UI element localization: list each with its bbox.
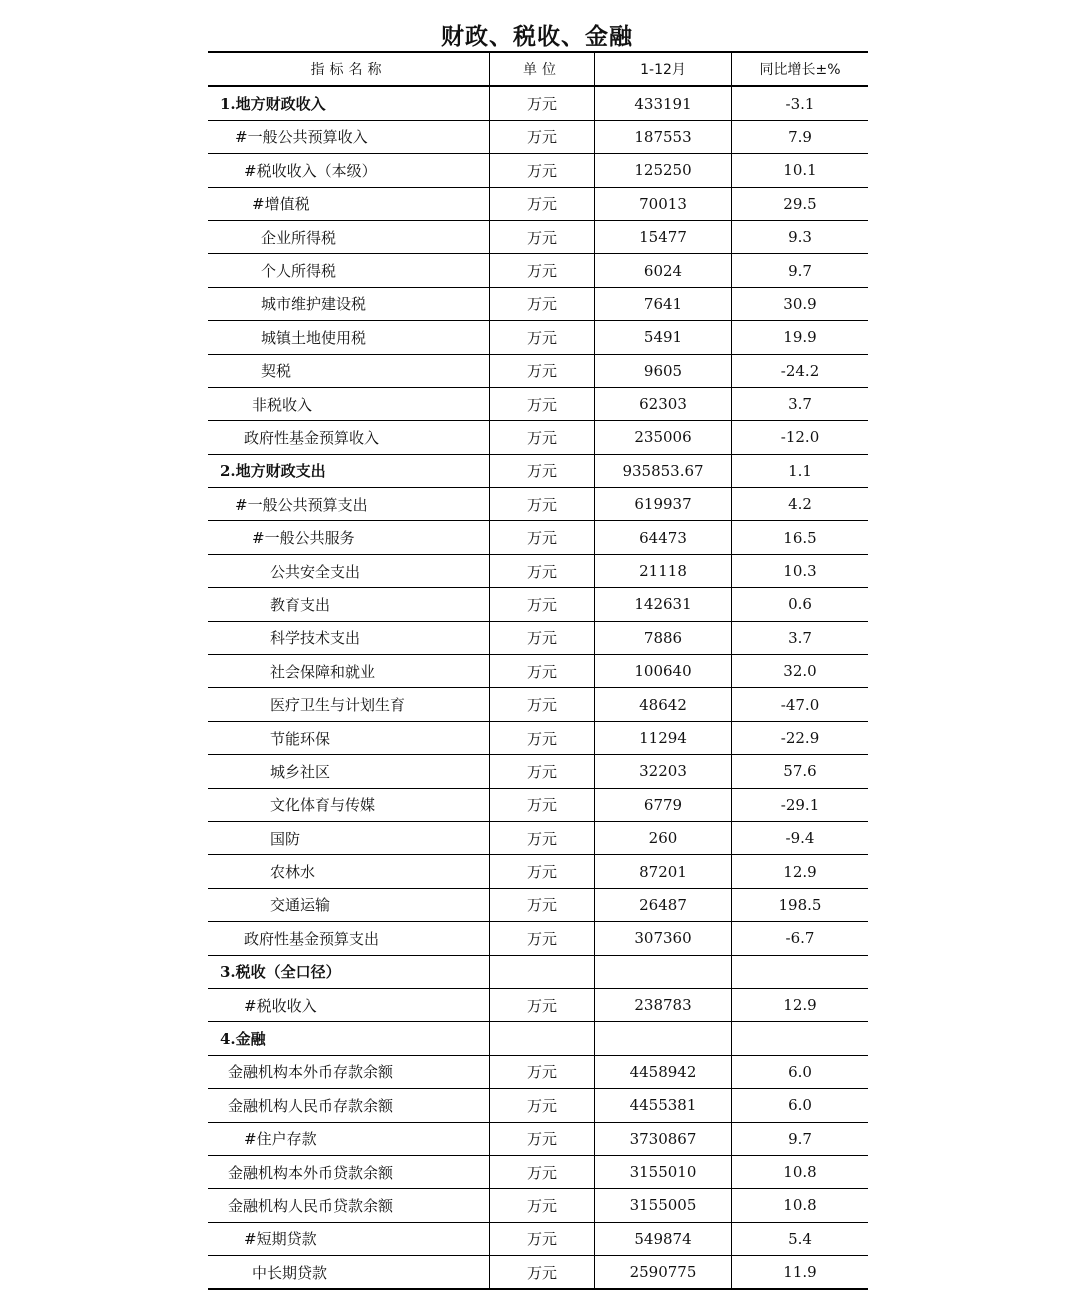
row-name-cell: 科学技术支出 — [208, 621, 490, 654]
row-change-cell: 30.9 — [732, 287, 869, 320]
row-name-cell: 农林水 — [208, 855, 490, 888]
row-unit-cell: 万元 — [490, 1055, 595, 1088]
table-row — [208, 187, 868, 220]
row-change-cell: -3.1 — [732, 86, 869, 120]
row-unit-cell: 万元 — [490, 1155, 595, 1188]
row-value-cell: 433191 — [595, 86, 732, 120]
row-name-cell: 教育支出 — [208, 588, 490, 621]
row-change-cell: 9.7 — [732, 254, 869, 287]
table-row — [208, 655, 868, 688]
row-unit-cell: 万元 — [490, 621, 595, 654]
row-name-cell: 公共安全支出 — [208, 554, 490, 587]
row-unit-cell: 万元 — [490, 1089, 595, 1122]
row-change-cell: -47.0 — [732, 688, 869, 721]
column-header-name: 指标名称 — [208, 52, 490, 86]
row-value-cell: 9605 — [595, 354, 732, 387]
row-value-cell: 11294 — [595, 721, 732, 754]
row-change-cell: 16.5 — [732, 521, 869, 554]
table-row — [208, 287, 868, 320]
row-unit-cell: 万元 — [490, 688, 595, 721]
row-value-cell: 21118 — [595, 554, 732, 587]
row-name-cell: #税收收入（本级） — [208, 154, 490, 187]
row-value-cell — [595, 1022, 732, 1055]
row-unit-cell: 万元 — [490, 888, 595, 921]
table-row — [208, 588, 868, 621]
table-row — [208, 721, 868, 754]
row-unit-cell: 万元 — [490, 821, 595, 854]
row-value-cell: 549874 — [595, 1222, 732, 1255]
row-name-cell: 国防 — [208, 821, 490, 854]
row-change-cell: 9.3 — [732, 220, 869, 253]
row-unit-cell: 万元 — [490, 454, 595, 487]
row-name-cell: 文化体育与传媒 — [208, 788, 490, 821]
row-change-cell: 12.9 — [732, 855, 869, 888]
table-row — [208, 554, 868, 587]
row-name-cell: 金融机构本外币存款余额 — [208, 1055, 490, 1088]
row-name-cell: 金融机构人民币贷款余额 — [208, 1189, 490, 1222]
row-name-cell: #税收收入 — [208, 988, 490, 1021]
row-name-cell: 节能环保 — [208, 721, 490, 754]
row-change-cell: 3.7 — [732, 621, 869, 654]
table-row — [208, 1089, 868, 1122]
table-row — [208, 421, 868, 454]
row-unit-cell — [490, 1022, 595, 1055]
table-row — [208, 321, 868, 354]
row-value-cell: 7886 — [595, 621, 732, 654]
table-row — [208, 1189, 868, 1222]
row-value-cell: 7641 — [595, 287, 732, 320]
table-row — [208, 755, 868, 788]
row-unit-cell: 万元 — [490, 855, 595, 888]
statistics-table — [208, 51, 868, 1290]
row-change-cell: 7.9 — [732, 120, 869, 153]
table-row — [208, 955, 868, 988]
row-unit-cell: 万元 — [490, 755, 595, 788]
row-value-cell: 307360 — [595, 922, 732, 955]
row-name-cell: #一般公共服务 — [208, 521, 490, 554]
row-value-cell — [595, 955, 732, 988]
column-header-unit: 单位 — [490, 52, 595, 86]
row-value-cell: 6024 — [595, 254, 732, 287]
row-name-cell: #住户存款 — [208, 1122, 490, 1155]
row-value-cell: 64473 — [595, 521, 732, 554]
row-change-cell: 10.8 — [732, 1155, 869, 1188]
row-value-cell: 3155005 — [595, 1189, 732, 1222]
row-change-cell: 6.0 — [732, 1055, 869, 1088]
row-name-cell: 城乡社区 — [208, 755, 490, 788]
row-unit-cell: 万元 — [490, 588, 595, 621]
table-row — [208, 488, 868, 521]
row-change-cell — [732, 1022, 869, 1055]
row-unit-cell: 万元 — [490, 154, 595, 187]
row-change-cell: 10.1 — [732, 154, 869, 187]
table-row — [208, 855, 868, 888]
row-value-cell: 238783 — [595, 988, 732, 1021]
table-row — [208, 788, 868, 821]
row-unit-cell: 万元 — [490, 788, 595, 821]
row-name-cell: 个人所得税 — [208, 254, 490, 287]
row-unit-cell: 万元 — [490, 287, 595, 320]
row-name-cell: 2.地方财政支出 — [208, 454, 490, 487]
row-change-cell: -9.4 — [732, 821, 869, 854]
row-unit-cell: 万元 — [490, 988, 595, 1021]
row-name-cell: 企业所得税 — [208, 220, 490, 253]
row-value-cell: 3155010 — [595, 1155, 732, 1188]
table-row — [208, 821, 868, 854]
row-value-cell: 3730867 — [595, 1122, 732, 1155]
row-value-cell: 125250 — [595, 154, 732, 187]
row-name-cell: 1.地方财政收入 — [208, 86, 490, 120]
row-change-cell: 0.6 — [732, 588, 869, 621]
row-unit-cell: 万元 — [490, 1256, 595, 1290]
table-row — [208, 220, 868, 253]
row-name-cell: 医疗卫生与计划生育 — [208, 688, 490, 721]
row-value-cell: 260 — [595, 821, 732, 854]
row-unit-cell: 万元 — [490, 655, 595, 688]
row-change-cell — [732, 955, 869, 988]
row-unit-cell: 万元 — [490, 354, 595, 387]
table-row — [208, 1256, 868, 1290]
row-change-cell: 57.6 — [732, 755, 869, 788]
table-row — [208, 922, 868, 955]
row-name-cell: 社会保障和就业 — [208, 655, 490, 688]
column-header-value: 1-12月 — [595, 52, 732, 86]
row-value-cell: 4458942 — [595, 1055, 732, 1088]
table-row — [208, 1122, 868, 1155]
row-name-cell: 4.金融 — [208, 1022, 490, 1055]
row-unit-cell — [490, 955, 595, 988]
row-name-cell: #一般公共预算收入 — [208, 120, 490, 153]
row-unit-cell: 万元 — [490, 1222, 595, 1255]
row-value-cell: 15477 — [595, 220, 732, 253]
row-name-cell: 政府性基金预算支出 — [208, 922, 490, 955]
column-header-change: 同比增长±% — [732, 52, 869, 86]
table-row — [208, 888, 868, 921]
table-row — [208, 154, 868, 187]
row-value-cell: 2590775 — [595, 1256, 732, 1290]
row-change-cell: 4.2 — [732, 488, 869, 521]
row-unit-cell: 万元 — [490, 187, 595, 220]
row-change-cell: 5.4 — [732, 1222, 869, 1255]
row-change-cell: 3.7 — [732, 387, 869, 420]
row-name-cell: 交通运输 — [208, 888, 490, 921]
row-value-cell: 48642 — [595, 688, 732, 721]
row-name-cell: #增值税 — [208, 187, 490, 220]
row-change-cell: 10.8 — [732, 1189, 869, 1222]
row-value-cell: 87201 — [595, 855, 732, 888]
row-value-cell: 5491 — [595, 321, 732, 354]
table-row — [208, 688, 868, 721]
row-unit-cell: 万元 — [490, 254, 595, 287]
row-change-cell: 9.7 — [732, 1122, 869, 1155]
row-change-cell: 32.0 — [732, 655, 869, 688]
row-value-cell: 70013 — [595, 187, 732, 220]
row-change-cell: -12.0 — [732, 421, 869, 454]
row-change-cell: 1.1 — [732, 454, 869, 487]
row-unit-cell: 万元 — [490, 721, 595, 754]
row-value-cell: 935853.67 — [595, 454, 732, 487]
row-unit-cell: 万元 — [490, 321, 595, 354]
row-unit-cell: 万元 — [490, 387, 595, 420]
table-row — [208, 1022, 868, 1055]
table-row — [208, 86, 868, 120]
row-unit-cell: 万元 — [490, 220, 595, 253]
row-name-cell: 城市维护建设税 — [208, 287, 490, 320]
row-change-cell: 198.5 — [732, 888, 869, 921]
row-name-cell: 契税 — [208, 354, 490, 387]
table-header-row — [208, 52, 868, 86]
row-unit-cell: 万元 — [490, 421, 595, 454]
row-change-cell: -29.1 — [732, 788, 869, 821]
row-change-cell: -22.9 — [732, 721, 869, 754]
row-change-cell: -24.2 — [732, 354, 869, 387]
row-value-cell: 235006 — [595, 421, 732, 454]
row-change-cell: 10.3 — [732, 554, 869, 587]
row-value-cell: 100640 — [595, 655, 732, 688]
row-name-cell: 金融机构人民币存款余额 — [208, 1089, 490, 1122]
table-row — [208, 387, 868, 420]
page-title: 财政、税收、金融 — [441, 24, 633, 50]
row-value-cell: 6779 — [595, 788, 732, 821]
row-value-cell: 4455381 — [595, 1089, 732, 1122]
row-unit-cell: 万元 — [490, 1189, 595, 1222]
row-unit-cell: 万元 — [490, 1122, 595, 1155]
row-unit-cell: 万元 — [490, 521, 595, 554]
row-unit-cell: 万元 — [490, 922, 595, 955]
table-row — [208, 354, 868, 387]
row-value-cell: 619937 — [595, 488, 732, 521]
row-name-cell: 3.税收（全口径） — [208, 955, 490, 988]
table-body — [208, 86, 868, 1289]
row-unit-cell: 万元 — [490, 488, 595, 521]
table-row — [208, 1222, 868, 1255]
row-unit-cell: 万元 — [490, 120, 595, 153]
row-value-cell: 142631 — [595, 588, 732, 621]
row-name-cell: 非税收入 — [208, 387, 490, 420]
row-value-cell: 26487 — [595, 888, 732, 921]
table-row — [208, 1155, 868, 1188]
table-row — [208, 1055, 868, 1088]
row-name-cell: 城镇土地使用税 — [208, 321, 490, 354]
row-change-cell: 12.9 — [732, 988, 869, 1021]
row-name-cell: 金融机构本外币贷款余额 — [208, 1155, 490, 1188]
row-name-cell: #短期贷款 — [208, 1222, 490, 1255]
row-name-cell: 中长期贷款 — [208, 1256, 490, 1290]
table-row — [208, 120, 868, 153]
table-row — [208, 621, 868, 654]
row-name-cell: 政府性基金预算收入 — [208, 421, 490, 454]
table-row — [208, 521, 868, 554]
row-change-cell: 6.0 — [732, 1089, 869, 1122]
row-value-cell: 187553 — [595, 120, 732, 153]
row-change-cell: 29.5 — [732, 187, 869, 220]
row-unit-cell: 万元 — [490, 86, 595, 120]
row-name-cell: #一般公共预算支出 — [208, 488, 490, 521]
table-row — [208, 988, 868, 1021]
row-change-cell: -6.7 — [732, 922, 869, 955]
row-change-cell: 19.9 — [732, 321, 869, 354]
row-value-cell: 62303 — [595, 387, 732, 420]
row-value-cell: 32203 — [595, 755, 732, 788]
row-change-cell: 11.9 — [732, 1256, 869, 1290]
table-row — [208, 254, 868, 287]
row-unit-cell: 万元 — [490, 554, 595, 587]
table-row — [208, 454, 868, 487]
